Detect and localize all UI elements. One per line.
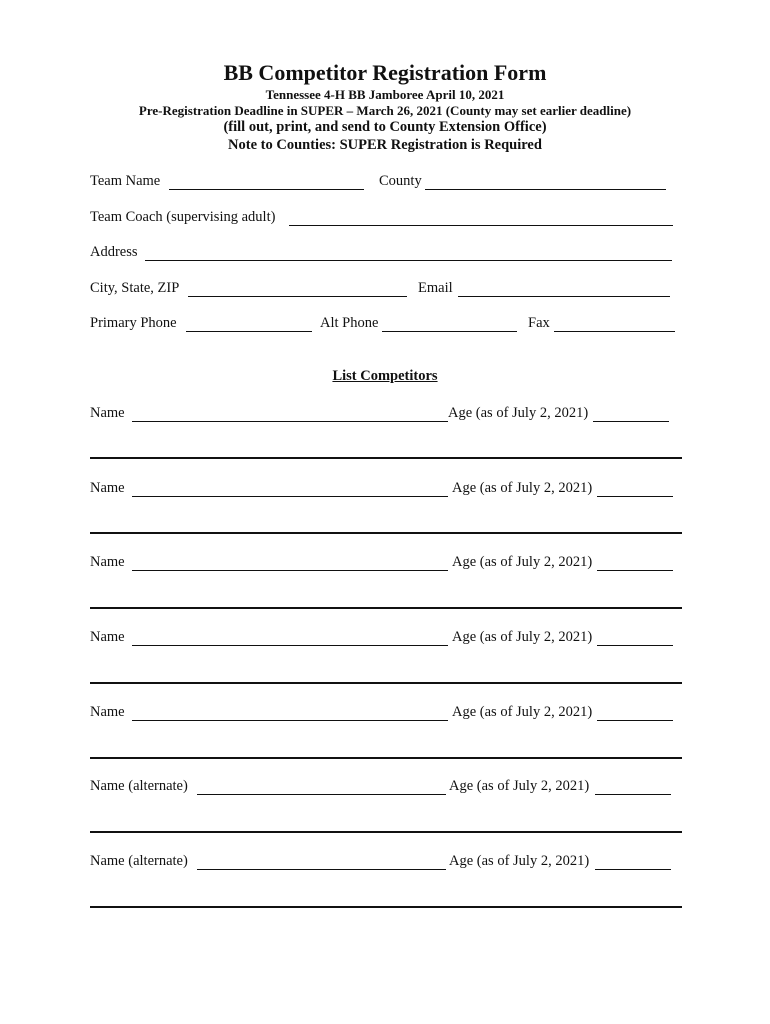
competitors-section-title: List Competitors [332,368,438,384]
address-row [90,243,690,263]
alternate-age-field[interactable] [595,852,671,870]
competitor-age-label: Age (as of July 2, 2021) [452,554,593,570]
competitor-age-field[interactable] [597,703,673,721]
competitor-age-field[interactable] [593,404,669,422]
alternate-name-field[interactable] [197,852,446,870]
competitor-name-label: Name [90,554,125,570]
coach-row [90,208,690,228]
email-label: Email [418,280,453,296]
primary-phone-label: Primary Phone [90,315,177,331]
competitor-age-label: Age (as of July 2, 2021) [452,704,593,720]
county-note: Note to Counties: SUPER Registration is Required [228,137,542,153]
team-name-label: Team Name [90,173,161,189]
alternate-name-field[interactable] [197,777,446,795]
competitor-name-label: Name [90,405,125,421]
instructions-line: (fill out, print, and send to County Extension Office) [223,119,547,135]
competitor-separator [90,607,682,609]
competitor-name-label: Name [90,704,125,720]
form-title: BB Competitor Registration Form [223,60,547,85]
event-line: Tennessee 4-H BB Jamboree April 10, 2021 [265,87,505,102]
competitor-separator [90,532,682,534]
competitor-age-field[interactable] [597,553,673,571]
competitor-separator [90,757,682,759]
alternate-name-label: Name (alternate) [90,778,188,794]
coach-label: Team Coach (supervising adult) [90,209,276,225]
competitor-separator [90,457,682,459]
competitor-row [90,479,690,499]
alternate-name-label: Name (alternate) [90,853,188,869]
alternate-row [90,777,690,797]
competitor-row [90,703,690,723]
phone-row [90,314,690,334]
city-email-row [90,279,690,299]
competitor-name-field[interactable] [132,553,448,571]
fax-label: Fax [528,315,550,331]
competitor-name-field[interactable] [132,479,448,497]
competitor-separator [90,831,682,833]
competitor-age-label: Age (as of July 2, 2021) [448,405,589,421]
address-label: Address [90,244,138,260]
competitor-age-field[interactable] [597,479,673,497]
alternate-row [90,852,690,872]
competitor-name-label: Name [90,480,125,496]
competitor-row [90,404,690,424]
competitor-separator [90,906,682,908]
fax-field[interactable] [554,314,675,332]
competitor-row [90,553,690,573]
primary-phone-field[interactable] [186,314,312,332]
coach-field[interactable] [289,208,673,226]
competitor-age-label: Age (as of July 2, 2021) [452,629,593,645]
team-name-row [90,172,690,192]
competitor-name-field[interactable] [132,628,448,646]
address-field[interactable] [145,243,672,261]
city-field[interactable] [188,279,407,297]
deadline-line: Pre-Registration Deadline in SUPER – March 26, 2021 (County may set earlier deadline) [138,103,632,118]
city-label: City, State, ZIP [90,280,180,296]
competitor-name-label: Name [90,629,125,645]
alt-phone-field[interactable] [382,314,517,332]
county-label: County [379,173,422,189]
competitor-age-label: Age (as of July 2, 2021) [452,480,593,496]
email-field[interactable] [458,279,670,297]
competitor-name-field[interactable] [132,404,448,422]
alt-phone-label: Alt Phone [320,315,379,331]
county-field[interactable] [425,172,666,190]
alternate-age-field[interactable] [595,777,671,795]
competitor-row [90,628,690,648]
alternate-age-label: Age (as of July 2, 2021) [449,853,590,869]
competitor-age-field[interactable] [597,628,673,646]
competitor-name-field[interactable] [132,703,448,721]
competitor-separator [90,682,682,684]
alternate-age-label: Age (as of July 2, 2021) [449,778,590,794]
team-name-field[interactable] [169,172,364,190]
